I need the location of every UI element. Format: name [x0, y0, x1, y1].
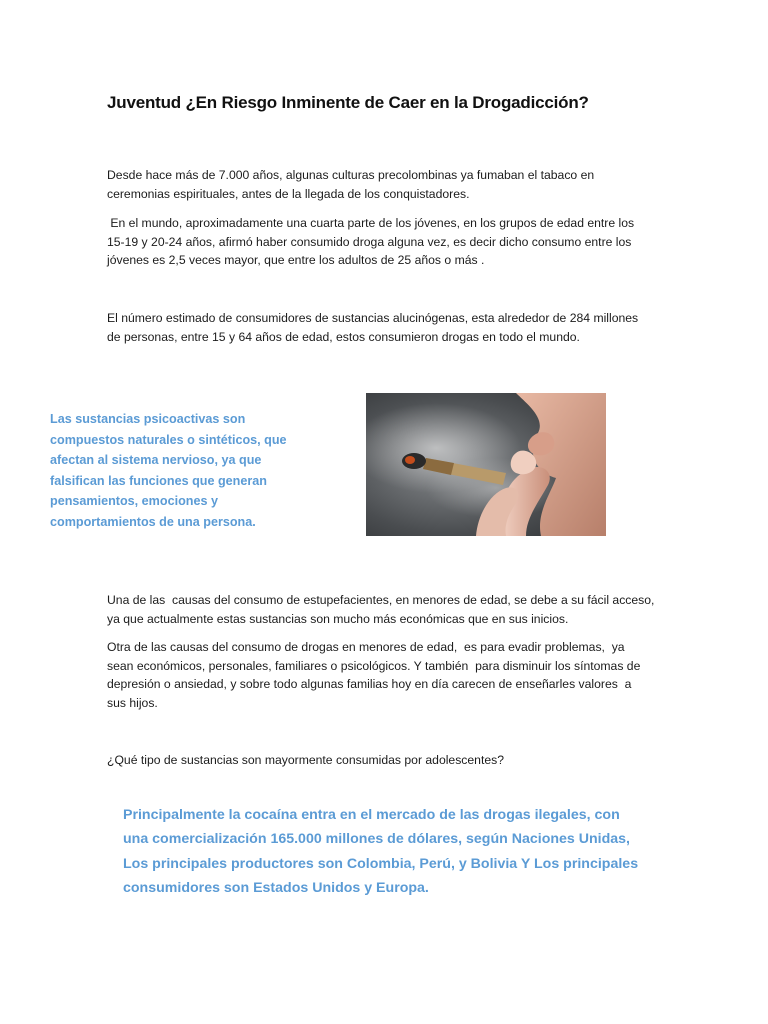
text-line: Una de las causas del consumo de estupefacientes, en menores de edad, se debe a su fácil acceso,	[107, 593, 655, 607]
text-line: jóvenes es 2,5 veces mayor, que entre los adultos de 25 años o más .	[107, 253, 485, 267]
answer-line: Principalmente la cocaína entra en el mercado de las drogas ilegales, con	[123, 807, 620, 823]
text-line: Otra de las causas del consumo de drogas en menores de edad, es para evadir problemas, ya	[107, 640, 625, 654]
callout-line: Las sustancias psicoactivas son	[50, 412, 246, 426]
answer-line: una comercialización 165.000 millones de dólares, según Naciones Unidas,	[123, 831, 631, 848]
text-line: En el mundo, aproximadamente una cuarta parte de los jóvenes, en los grupos de edad entre los	[107, 216, 635, 230]
text-line: sus hijos.	[107, 695, 158, 710]
paragraph-history	[107, 166, 667, 203]
text-line: Desde hace más de 7.000 años, algunas culturas precolombinas ya fumaban el tabaco en	[107, 168, 595, 182]
answer-line: Los principales productores son Colombia, Perú, y Bolivia Y Los principales	[123, 855, 639, 872]
text-line: El número estimado de consumidores de sustancias alucinógenas, esta alrededor de 284 millones	[107, 311, 639, 325]
text-line: depresión o ansiedad, y sobre todo algunas familias hoy en día carecen de enseñarles valores a	[107, 677, 632, 691]
text-line: ya que actualmente estas sustancias son mucho más económicas que en sus inicios.	[107, 611, 569, 626]
callout-line: pensamientos, emociones y	[50, 494, 218, 508]
callout-line: afectan al sistema nervioso, ya que	[50, 453, 262, 467]
text-line: ceremonias espirituales, antes de la llegada de los conquistadores.	[107, 186, 470, 201]
question-line: ¿Qué tipo de sustancias son mayormente consumidas por adolescentes?	[107, 753, 504, 767]
callout-line: falsifican las funciones que generan	[50, 473, 267, 488]
answer-line: consumidores son Estados Unidos y Europa.	[123, 879, 429, 896]
smoking-photo	[366, 393, 606, 536]
callout-psychoactive-substances	[50, 409, 312, 532]
callout-line: compuestos naturales o sintéticos, que	[50, 432, 287, 447]
paragraph-consumer-estimate	[107, 309, 667, 346]
paragraph-other-causes	[107, 638, 667, 712]
text-line: 15-19 y 20-24 años, afirmó haber consumido droga alguna vez, es decir dicho consumo entre los	[107, 234, 632, 249]
answer-cocaine-market	[123, 803, 683, 900]
text-line: de personas, entre 15 y 64 años de edad, estos consumieron drogas en todo el mundo.	[107, 329, 580, 344]
document-title: Juventud ¿En Riesgo Inminente de Caer en la Drogadicción?	[107, 93, 589, 112]
paragraph-youth-statistics	[107, 214, 667, 270]
text-line: sean económicos, personales, familiares o psicológicos. Y también para disminuir los síntomas de	[107, 658, 641, 673]
callout-line: comportamientos de una persona.	[50, 514, 256, 529]
paragraph-easy-access	[107, 591, 667, 628]
